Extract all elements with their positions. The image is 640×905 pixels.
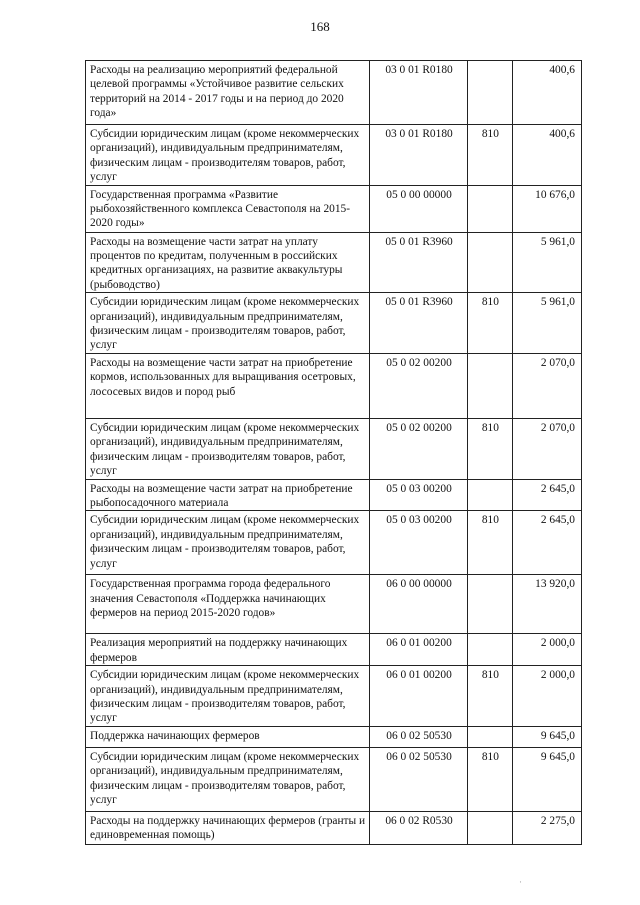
row-name: Расходы на возмещение части затрат на уплату процентов по кредитам, полученным в российских кредитных организациях, на развитие аквакультуры (рыбоводство) — [86, 232, 370, 293]
budget-table — [85, 60, 582, 845]
table-row — [86, 353, 582, 418]
row-code: 06 0 00 00000 — [370, 575, 467, 634]
row-type: 810 — [467, 666, 513, 727]
row-name: Субсидии юридическим лицам (кроме некоммерческих организаций), индивидуальным предпринимателям, физическим лицам - производителям товаров, работ, услуг — [86, 418, 370, 479]
row-name: Государственная программа «Развитие рыбохозяйственного комплекса Севастополя на 2015-2020 годы» — [86, 185, 370, 232]
table-row — [86, 293, 582, 354]
row-sum: 2 070,0 — [513, 418, 582, 479]
table-row — [86, 61, 582, 125]
row-sum: 13 920,0 — [513, 575, 582, 634]
scan-mark: · — [519, 877, 522, 887]
row-sum: 2 645,0 — [513, 511, 582, 575]
row-name: Субсидии юридическим лицам (кроме некоммерческих организаций), индивидуальным предпринимателям, физическим лицам - производителям товаров, работ, услуг — [86, 125, 370, 186]
row-code: 06 0 01 00200 — [370, 634, 467, 666]
row-sum: 9 645,0 — [513, 726, 582, 747]
row-code: 05 0 03 00200 — [370, 479, 467, 511]
table-row — [86, 726, 582, 747]
row-sum: 2 000,0 — [513, 666, 582, 727]
row-type — [467, 353, 513, 418]
row-code: 05 0 03 00200 — [370, 511, 467, 575]
table-row — [86, 185, 582, 232]
row-code: 05 0 02 00200 — [370, 418, 467, 479]
row-type — [467, 575, 513, 634]
table-row — [86, 232, 582, 293]
row-sum: 10 676,0 — [513, 185, 582, 232]
table-row — [86, 634, 582, 666]
row-code: 05 0 01 R3960 — [370, 232, 467, 293]
table-row — [86, 666, 582, 727]
row-name: Субсидии юридическим лицам (кроме некоммерческих организаций), индивидуальным предпринимателям, физическим лицам - производителям товаров, работ, услуг — [86, 747, 370, 811]
row-code: 06 0 01 00200 — [370, 666, 467, 727]
row-name: Субсидии юридическим лицам (кроме некоммерческих организаций), индивидуальным предпринимателям, физическим лицам - производителям товаров, работ, услуг — [86, 511, 370, 575]
row-sum: 400,6 — [513, 61, 582, 125]
table-row — [86, 511, 582, 575]
row-code: 05 0 00 00000 — [370, 185, 467, 232]
row-sum: 2 000,0 — [513, 634, 582, 666]
row-sum: 9 645,0 — [513, 747, 582, 811]
table-row — [86, 418, 582, 479]
row-code: 03 0 01 R0180 — [370, 125, 467, 186]
row-type: 810 — [467, 293, 513, 354]
row-type: 810 — [467, 511, 513, 575]
row-name: Расходы на реализацию мероприятий федеральной целевой программы «Устойчивое развитие сельских территорий на 2014 - 2017 годы и на период до 2020 года» — [86, 61, 370, 125]
table-row — [86, 811, 582, 844]
row-type: 810 — [467, 125, 513, 186]
row-code: 06 0 02 R0530 — [370, 811, 467, 844]
row-name: Субсидии юридическим лицам (кроме некоммерческих организаций), индивидуальным предпринимателям, физическим лицам - производителям товаров, работ, услуг — [86, 293, 370, 354]
row-type — [467, 634, 513, 666]
row-name: Государственная программа города федерального значения Севастополя «Поддержка начинающих фермеров на период 2015-2020 годов» — [86, 575, 370, 634]
row-code: 05 0 02 00200 — [370, 353, 467, 418]
row-sum: 5 961,0 — [513, 232, 582, 293]
row-type — [467, 61, 513, 125]
row-name: Поддержка начинающих фермеров — [86, 726, 370, 747]
row-type — [467, 479, 513, 511]
row-sum: 2 275,0 — [513, 811, 582, 844]
row-code: 06 0 02 50530 — [370, 726, 467, 747]
row-sum: 400,6 — [513, 125, 582, 186]
row-type — [467, 726, 513, 747]
row-type — [467, 185, 513, 232]
row-name: Расходы на возмещение части затрат на приобретение рыбопосадочного материала — [86, 479, 370, 511]
row-sum: 5 961,0 — [513, 293, 582, 354]
row-type: 810 — [467, 418, 513, 479]
row-code: 03 0 01 R0180 — [370, 61, 467, 125]
row-code: 06 0 02 50530 — [370, 747, 467, 811]
row-sum: 2 645,0 — [513, 479, 582, 511]
row-name: Расходы на возмещение части затрат на приобретение кормов, использованных для выращивания осетровых, лососевых видов и пород рыб — [86, 353, 370, 418]
row-type — [467, 232, 513, 293]
table-row — [86, 575, 582, 634]
row-name: Расходы на поддержку начинающих фермеров (гранты и единовременная помощь) — [86, 811, 370, 844]
table-row — [86, 747, 582, 811]
row-code: 05 0 01 R3960 — [370, 293, 467, 354]
row-type — [467, 811, 513, 844]
row-name: Субсидии юридическим лицам (кроме некоммерческих организаций), индивидуальным предпринимателям, физическим лицам - производителям товаров, работ, услуг — [86, 666, 370, 727]
table-row — [86, 125, 582, 186]
table-row — [86, 479, 582, 511]
page-number: 168 — [310, 19, 330, 34]
row-sum: 2 070,0 — [513, 353, 582, 418]
row-name: Реализация мероприятий на поддержку начинающих фермеров — [86, 634, 370, 666]
row-type: 810 — [467, 747, 513, 811]
